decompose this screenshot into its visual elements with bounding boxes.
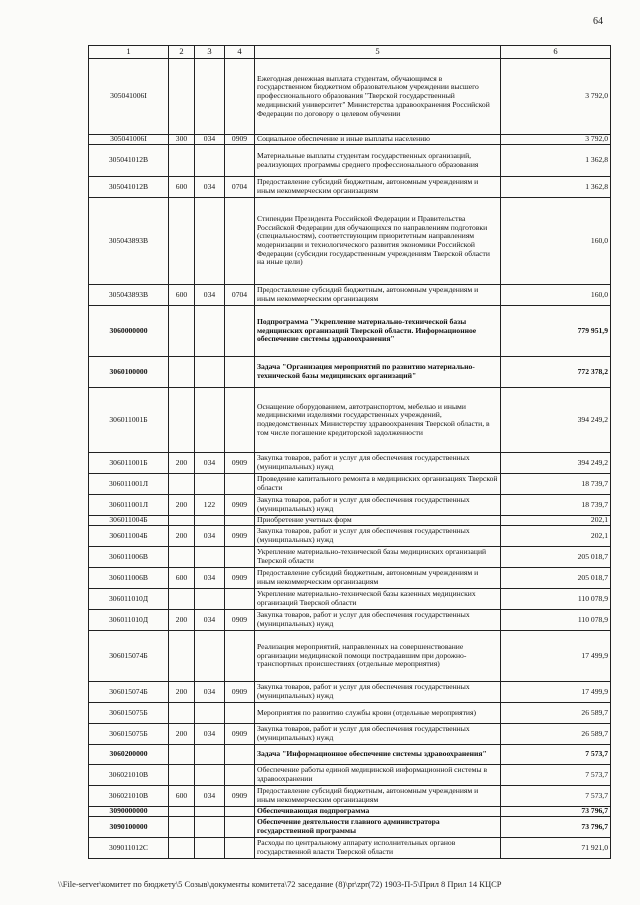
row-code: 306015075Б [89,724,169,745]
budget-table [88,45,611,859]
row-code: 305041012B [89,145,169,177]
row-amount: 3 792,0 [501,59,611,135]
row-col-4: 0909 [225,682,255,703]
table-row [89,306,611,357]
row-col-3: 034 [195,682,225,703]
row-col-4: 0909 [225,526,255,547]
table-row [89,817,611,838]
row-amount: 73 796,7 [501,817,611,838]
row-col-2 [169,516,195,526]
row-col-2 [169,145,195,177]
row-col-4: 0909 [225,786,255,807]
row-amount: 205 018,7 [501,547,611,568]
row-col-3 [195,807,225,817]
row-amount: 3 792,0 [501,135,611,145]
row-col-4 [225,807,255,817]
row-col-3 [195,589,225,610]
table-row [89,631,611,682]
header-col-6: 6 [501,46,611,59]
row-code: 306015074Б [89,682,169,703]
table-row [89,357,611,388]
row-description: Материальные выплаты студентам государственных организаций, реализующих программы среднего профессионального образования [255,145,501,177]
row-description: Укрепление материально-технической базы медицинских организаций Тверской области [255,547,501,568]
row-amount: 26 589,7 [501,724,611,745]
row-col-4: 0909 [225,724,255,745]
row-col-3 [195,838,225,859]
row-col-4: 0704 [225,177,255,198]
row-amount: 160,0 [501,198,611,285]
row-col-4: 0909 [225,135,255,145]
row-col-2: 600 [169,568,195,589]
row-col-2: 200 [169,682,195,703]
row-amount: 1 362,8 [501,145,611,177]
row-col-3 [195,765,225,786]
row-col-2 [169,388,195,453]
table-row [89,765,611,786]
row-code: 306011006B [89,547,169,568]
row-col-4 [225,817,255,838]
row-col-4 [225,59,255,135]
table-row [89,610,611,631]
row-col-3 [195,547,225,568]
row-col-2 [169,817,195,838]
row-col-2 [169,765,195,786]
table-row [89,495,611,516]
row-code: 306011006B [89,568,169,589]
row-description: Предоставление субсидий бюджетным, автономным учреждениям и иным некоммерческим организациям [255,786,501,807]
row-col-4: 0909 [225,568,255,589]
row-code: 306011001Л [89,495,169,516]
table-row [89,474,611,495]
row-col-2: 200 [169,495,195,516]
row-amount: 202,1 [501,516,611,526]
row-col-4: 0909 [225,453,255,474]
file-path-footer: \\File-server\комитет по бюджету\5 Созыв\документы комитета\72 заседание (8)\pr\zpr(72) 1903-П-5\Прил 8 Прил 14 КЦСР [58,879,502,889]
row-code: 306011004Б [89,526,169,547]
row-description: Закупка товаров, работ и услуг для обеспечения государственных (муниципальных) нужд [255,526,501,547]
row-amount: 18 739,7 [501,474,611,495]
row-col-3: 034 [195,786,225,807]
row-col-2: 200 [169,724,195,745]
row-amount: 73 796,7 [501,807,611,817]
row-col-4 [225,516,255,526]
row-code: 3090000000 [89,807,169,817]
row-description: Подпрограмма "Укрепление материально-технической базы медицинских организаций Тверской области. Информационное обеспечение системы здравоохранения" [255,306,501,357]
row-amount: 17 499,9 [501,682,611,703]
row-col-4: 0909 [225,610,255,631]
row-description: Задача "Организация мероприятий по развитию материально-технической базы медицинских организаций" [255,357,501,388]
row-col-2: 200 [169,526,195,547]
row-col-3 [195,145,225,177]
row-description: Закупка товаров, работ и услуг для обеспечения государственных (муниципальных) нужд [255,453,501,474]
row-amount: 1 362,8 [501,177,611,198]
row-amount: 394 249,2 [501,453,611,474]
table-row [89,807,611,817]
row-col-3 [195,59,225,135]
row-col-2 [169,589,195,610]
row-code: 306021010B [89,765,169,786]
row-col-4 [225,388,255,453]
table-row [89,516,611,526]
row-amount: 160,0 [501,285,611,306]
row-code: 3060000000 [89,306,169,357]
row-amount: 18 739,7 [501,495,611,516]
row-amount: 394 249,2 [501,388,611,453]
row-amount: 202,1 [501,526,611,547]
table-row [89,745,611,765]
table-row [89,198,611,285]
row-code: 306011010Д [89,610,169,631]
row-description: Ежегодная денежная выплата студентам, обучающимся в государственном бюджетном образовательном учреждении высшего профессионального образования "Тверской государственный медицинский университет" Министерства здравоохранения Российской Федерации по договору о целевом обучении [255,59,501,135]
table-row [89,786,611,807]
row-col-2: 600 [169,285,195,306]
row-code: 305041006I [89,59,169,135]
row-amount: 772 378,2 [501,357,611,388]
row-description: Закупка товаров, работ и услуг для обеспечения государственных (муниципальных) нужд [255,724,501,745]
row-description: Расходы по центральному аппарату исполнительных органов государственной власти Тверской области [255,838,501,859]
row-col-3 [195,474,225,495]
row-col-2 [169,838,195,859]
row-col-4 [225,306,255,357]
table-row [89,135,611,145]
row-description: Оснащение оборудованием, автотранспортом, мебелью и иными медицинскими изделиями государственных учреждений, подведомственных Министерству здравоохранения Тверской области, в том числе погашение кредиторской задолженности [255,388,501,453]
row-code: 305043893B [89,285,169,306]
row-code: 306015075Б [89,703,169,724]
row-description: Задача "Информационное обеспечение системы здравоохранения" [255,745,501,765]
row-col-4 [225,631,255,682]
row-col-2 [169,745,195,765]
row-amount: 7 573,7 [501,786,611,807]
row-description: Обеспечивающая подпрограмма [255,807,501,817]
row-col-3: 034 [195,285,225,306]
row-col-3 [195,745,225,765]
row-description: Мероприятия по развитию службы крови (отдельные мероприятия) [255,703,501,724]
row-col-4: 0909 [225,495,255,516]
table-row [89,682,611,703]
row-description: Стипендии Президента Российской Федерации и Правительства Российской Федерации для обучающихся по направлениям подготовки (специальностям), соответствующим приоритетным направлениям модернизации и технологического развития экономики Российской Федерации (субсидии государственным учреждениям Тверской области на иные цели) [255,198,501,285]
row-description: Закупка товаров, работ и услуг для обеспечения государственных (муниципальных) нужд [255,682,501,703]
row-col-3: 034 [195,610,225,631]
row-code: 305043893B [89,198,169,285]
row-col-3 [195,306,225,357]
row-col-3 [195,516,225,526]
row-amount: 7 573,7 [501,745,611,765]
row-amount: 71 921,0 [501,838,611,859]
row-col-3: 034 [195,177,225,198]
row-col-2: 600 [169,177,195,198]
row-col-2: 600 [169,786,195,807]
row-col-2: 200 [169,610,195,631]
row-description: Реализация мероприятий, направленных на совершенствование организации медицинской помощи пострадавшим при дорожно-транспортных происшествиях (отдельные мероприятия) [255,631,501,682]
row-col-3 [195,703,225,724]
row-col-2 [169,474,195,495]
row-col-2 [169,198,195,285]
header-col-2: 2 [169,46,195,59]
row-code: 305041012B [89,177,169,198]
row-amount: 205 018,7 [501,568,611,589]
row-col-4 [225,357,255,388]
row-col-2 [169,547,195,568]
row-description: Проведение капитального ремонта в медицинских организациях Тверской области [255,474,501,495]
row-col-2 [169,631,195,682]
row-description: Обеспечение работы единой медицинской информационной системы в здравоохранении [255,765,501,786]
header-col-4: 4 [225,46,255,59]
row-amount: 17 499,9 [501,631,611,682]
row-description: Закупка товаров, работ и услуг для обеспечения государственных (муниципальных) нужд [255,495,501,516]
table-row [89,568,611,589]
row-code: 3060200000 [89,745,169,765]
row-col-3: 034 [195,526,225,547]
row-description: Социальное обеспечение и иные выплаты населению [255,135,501,145]
row-col-3: 034 [195,453,225,474]
row-code: 309011012C [89,838,169,859]
row-amount: 7 573,7 [501,765,611,786]
table-row [89,59,611,135]
row-col-3 [195,357,225,388]
row-code: 305041006I [89,135,169,145]
table-row [89,724,611,745]
table-row [89,547,611,568]
table-header-row [89,46,611,59]
row-col-3: 034 [195,724,225,745]
row-code: 306015074Б [89,631,169,682]
row-col-3: 034 [195,135,225,145]
row-code: 306011001Л [89,474,169,495]
row-col-4 [225,589,255,610]
row-col-4 [225,703,255,724]
row-col-2 [169,59,195,135]
row-col-3: 034 [195,568,225,589]
row-col-3 [195,388,225,453]
row-code: 306011004Б [89,516,169,526]
row-col-4 [225,145,255,177]
header-col-5: 5 [255,46,501,59]
row-col-3 [195,631,225,682]
row-col-3 [195,817,225,838]
header-col-3: 3 [195,46,225,59]
table-row [89,838,611,859]
row-col-4: 0704 [225,285,255,306]
table-row [89,388,611,453]
row-col-4 [225,745,255,765]
table-row [89,526,611,547]
row-amount: 110 078,9 [501,589,611,610]
row-code: 306011001Б [89,453,169,474]
row-amount: 779 951,9 [501,306,611,357]
table-row [89,703,611,724]
page-number: 64 [593,16,603,27]
row-code: 3060100000 [89,357,169,388]
row-code: 306011001Б [89,388,169,453]
table-row [89,589,611,610]
header-col-1: 1 [89,46,169,59]
table-row [89,285,611,306]
row-description: Предоставление субсидий бюджетным, автономным учреждениям и иным некоммерческим организациям [255,177,501,198]
row-col-4 [225,838,255,859]
row-description: Предоставление субсидий бюджетным, автономным учреждениям и иным некоммерческим организациям [255,568,501,589]
row-col-2 [169,306,195,357]
row-col-3: 122 [195,495,225,516]
row-code: 3090100000 [89,817,169,838]
row-col-4 [225,198,255,285]
table-row [89,145,611,177]
row-col-2 [169,357,195,388]
row-description: Предоставление субсидий бюджетным, автономным учреждениям и иным некоммерческим организациям [255,285,501,306]
row-col-2 [169,807,195,817]
table-row [89,453,611,474]
row-col-3 [195,198,225,285]
row-description: Укрепление материально-технической базы казенных медицинских организаций Тверской области [255,589,501,610]
row-col-4 [225,547,255,568]
row-description: Закупка товаров, работ и услуг для обеспечения государственных (муниципальных) нужд [255,610,501,631]
row-col-4 [225,765,255,786]
row-code: 306021010B [89,786,169,807]
row-amount: 110 078,9 [501,610,611,631]
row-description: Обеспечение деятельности главного администратора государственной программы [255,817,501,838]
row-col-2: 300 [169,135,195,145]
row-col-4 [225,474,255,495]
row-description: Приобретение учетных форм [255,516,501,526]
row-col-2 [169,703,195,724]
row-col-2: 200 [169,453,195,474]
row-amount: 26 589,7 [501,703,611,724]
table-row [89,177,611,198]
row-code: 306011010Д [89,589,169,610]
